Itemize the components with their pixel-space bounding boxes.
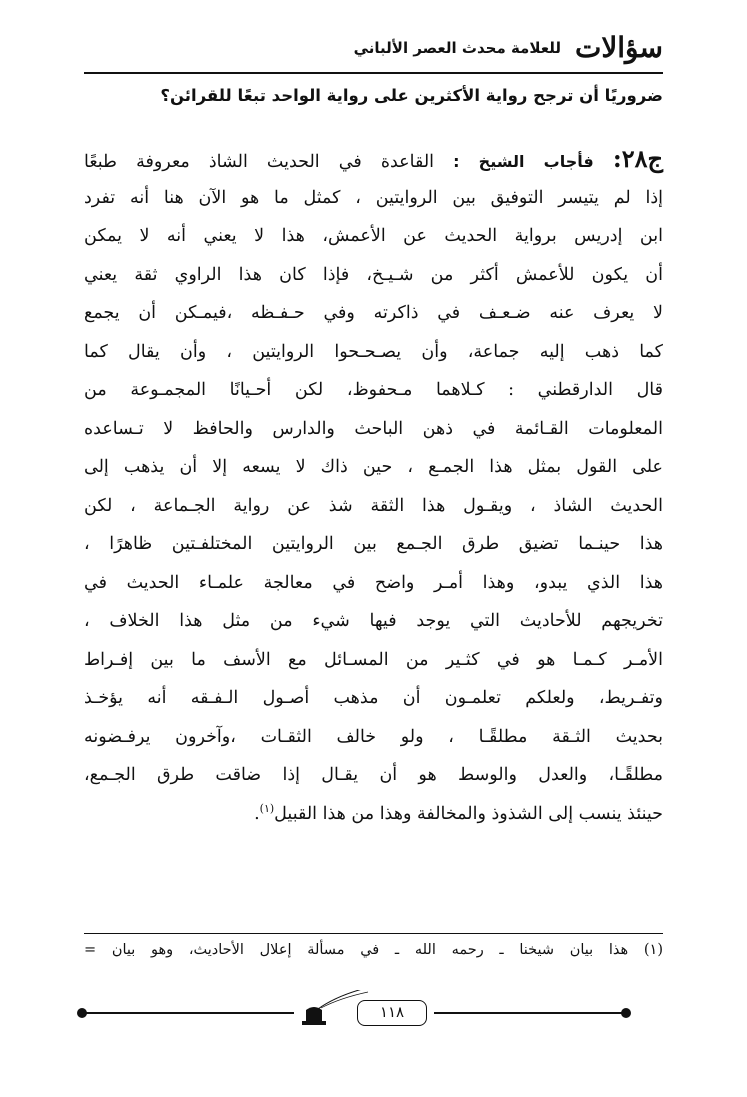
text-line: كما ذهب إليه جماعة، وأن يصـحـحوا الروايتين ، وأن يقال كما	[84, 341, 663, 362]
text-line: مطلقًـا، والعدل والوسط هو أن يقـال إذا ضاقت طرق الجـمع،	[84, 765, 663, 785]
header-divider	[84, 72, 663, 74]
text-line-last	[84, 795, 663, 834]
page-number: ١١٨	[357, 1000, 427, 1026]
text-line: قال الدارقطني : كـلاهما مـحفوظ، لكن أحـيانًا المجمـوعة من	[84, 380, 663, 400]
answer-first-line	[84, 140, 663, 179]
text-line: لا يعرف عنه ضـعـف في ذاكرته وفي حـفـظه ،فيمـكن أن يجمع	[84, 303, 663, 323]
footnote: (١) هذا بيان شيخنا ـ رحمه الله ـ في مسألة إعلال الأحاديث، وهو بيان =	[84, 942, 663, 958]
text-line: الحديث الشاذ ، ويقـول هذا الثقة شذ عن رواية الجـماعة ، لكن	[84, 495, 663, 516]
ornament-left-dot	[77, 1008, 87, 1018]
answer-label: فأجاب الشيخ :	[453, 152, 594, 171]
text-line: تخريجهم للأحاديث التي يوجد فيها شيء من مثل هذا الخلاف ،	[84, 611, 663, 631]
footnote-marker[interactable]: (١)	[259, 801, 275, 815]
text-line: إذا لم يتيسر التوفيق بين الروايتين ، كمثل ما هو الآن هنا أنه تفرد	[84, 187, 663, 208]
text-line: هذا الذي يبدو، وهذا أمـر واضح في معالجة علمـاء الحديث في	[84, 572, 663, 593]
text-line: على القول بمثل هذا الجمـع ، حين ذاك لا يسعه إلا أن يذهب إلى	[84, 457, 663, 477]
text-line: وتفـريط، ولعلكم تعلمـون أن مذهب أصـول الـفـقه أنه يؤخـذ	[84, 688, 663, 708]
text-line: بحديث الثـقة مطلقًـا ، ولو خالف الثقـات ،وآخرون يرفـضونه	[84, 726, 663, 747]
ornament-right-dot	[621, 1008, 631, 1018]
running-title: للعلامة محدث العصر الألباني	[353, 39, 561, 57]
answer-body	[84, 140, 663, 833]
text-line: الأمـر كـمـا هو في كثـير من المسـائل مع الأسف ما بين إفـراط	[84, 649, 663, 670]
footnote-divider	[84, 933, 663, 934]
text-line: هذا حينـما تضيق طرق الجـمع بين الروايتين المختلفـتين ظاهرًا ،	[84, 534, 663, 554]
answer-first-line-text: القاعدة في الحديث الشاذ معروفة طبعًا	[84, 152, 435, 172]
text-line: أن يكون للأعمش أكثر من شـيـخ، فإذا كان هذا الراوي ثقة يعني	[84, 264, 663, 285]
running-header	[84, 28, 663, 68]
question-continuation: ضروريًا أن ترجح رواية الأكثرين على رواية الواحد تبعًا للقرائن؟	[160, 86, 663, 105]
text-line: المعلومات القـائمة في ذهن الباحث والدارس والحافظ لا تـساعده	[84, 418, 663, 439]
page-ornament	[74, 990, 634, 1040]
book-title-logo: سؤالات	[574, 31, 663, 64]
text-line: ابن إدريس برواية الحديث عن الأعمش، هذا لا يعني أنه لا يمكن	[84, 226, 663, 246]
answer-number: ج٢٨:	[612, 144, 663, 173]
last-line-text: حينئذ ينسب إلى الشذوذ والمخالفة وهذا من هذا القبيل	[274, 803, 663, 824]
final-period: .	[254, 803, 260, 824]
